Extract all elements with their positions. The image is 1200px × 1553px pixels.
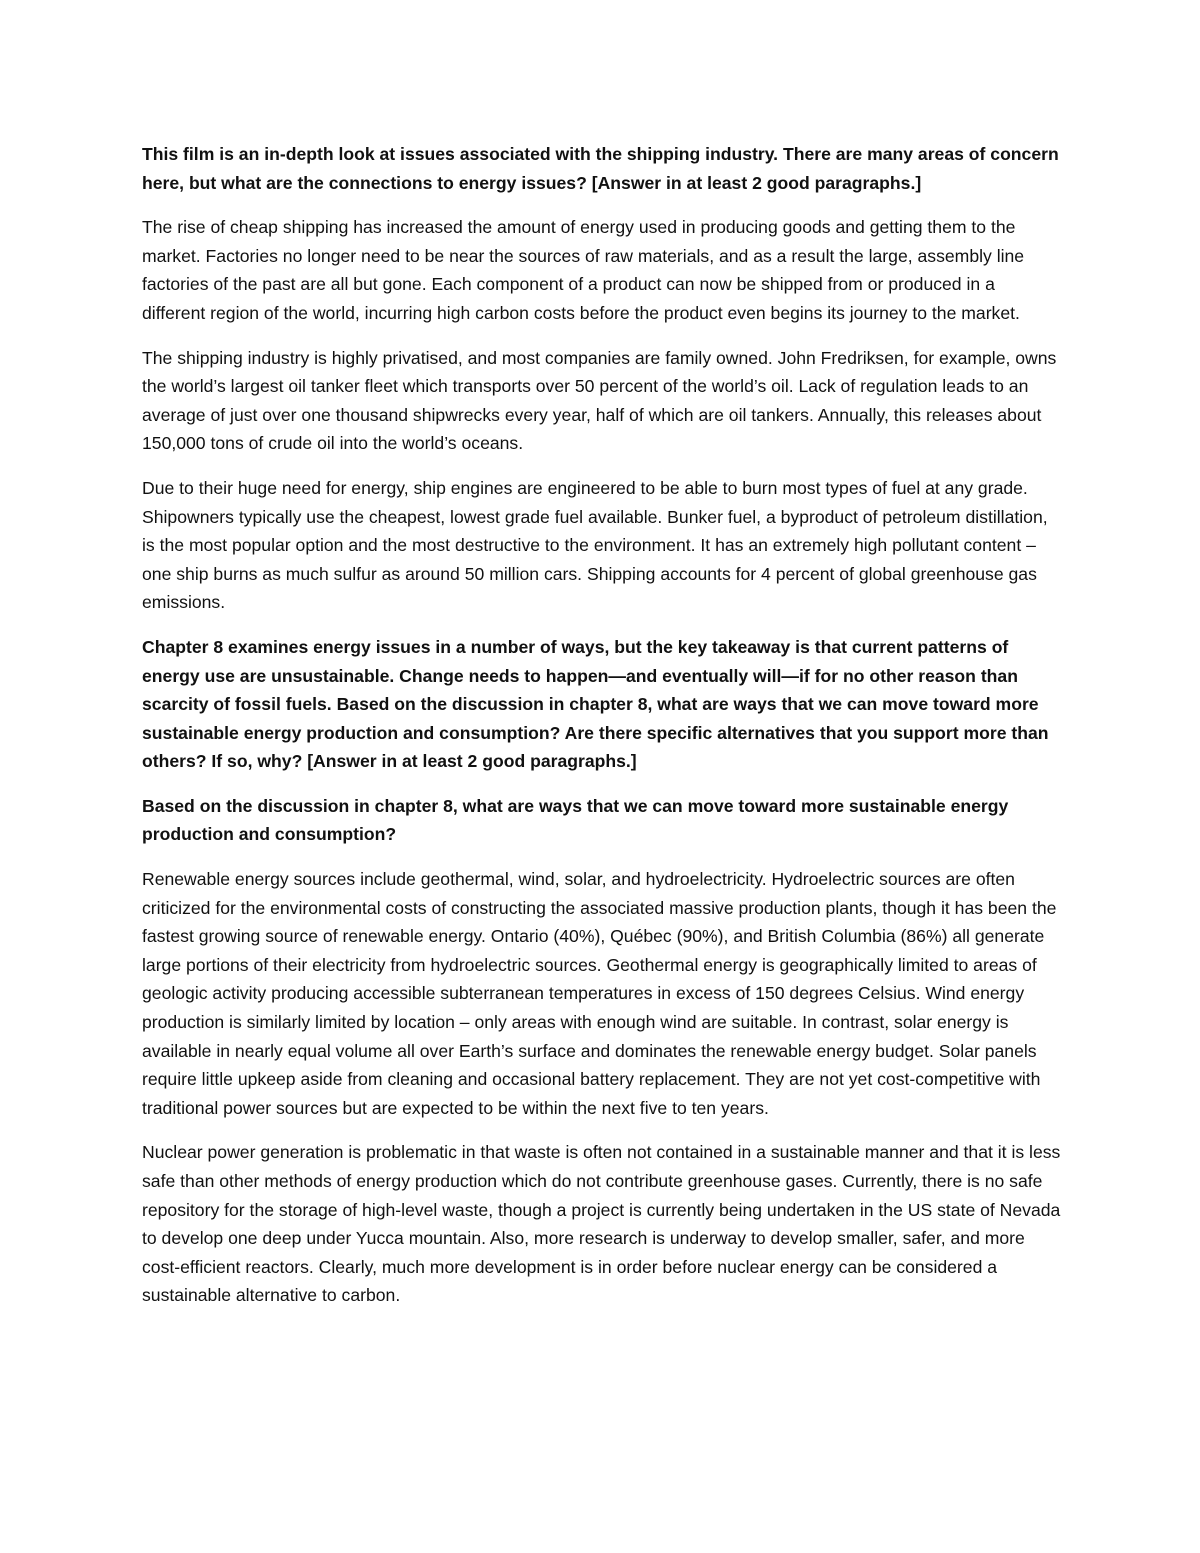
answer-1-paragraph-1: The rise of cheap shipping has increased the amount of energy used in producing goods and getting them to the market. Factories no longer need to be near the sources of raw materials, and as a result the large, assembly line factories of the past are all but gone. Each component of a product can now be shipped from or produced in a different region of the world, incurring high carbon costs before the product even begins its journey to the market.	[142, 217, 1025, 323]
answer-2-paragraph-2: Nuclear power generation is problematic in that waste is often not contained in a sustainable manner and that it is less safe than other methods of energy production which do not contribute greenhouse gases. Currently, there is no safe repository for the storage of high-level waste, though a project is currently being undertaken in the US state of Nevada to develop one deep under Yucca mountain. Also, more research is underway to develop smaller, safer, and more cost-efficient reactors. Clearly, much more development is in order before nuclear energy can be considered a sustainable alternative to carbon.	[142, 1142, 1061, 1306]
answer-2-paragraph-1: Renewable energy sources include geothermal, wind, solar, and hydroelectricity. Hydroelectric sources are often criticized for the environmental costs of constructing the associated massive production plants, though it has been the fastest growing source of renewable energy. Ontario (40%), Québec (90%), and British Columbia (86%) all generate large portions of their electricity from hydroelectric sources. Geothermal energy is geographically limited to areas of geologic activity producing accessible subterranean temperatures in excess of 150 degrees Celsius. Wind energy production is similarly limited by location – only areas with enough wind are suitable. In contrast, solar energy is available in nearly equal volume all over Earth’s surface and dominates the renewable energy budget. Solar panels require little upkeep aside from cleaning and occasional battery replacement. They are not yet cost-competitive with traditional power sources but are expected to be within the next five to ten years.	[142, 869, 1057, 1118]
document-page	[142, 140, 1062, 1326]
answer-1-paragraph-2: The shipping industry is highly privatised, and most companies are family owned. John Fredriksen, for example, owns the world’s largest oil tanker fleet which transports over 50 percent of the world’s oil. Lack of regulation leads to an average of just over one thousand shipwrecks every year, half of which are oil tankers. Annually, this releases about 150,000 tons of crude oil into the world’s oceans.	[142, 347, 1057, 454]
question-2-restated: Based on the discussion in chapter 8, what are ways that we can move toward more sustainable energy production and consumption?	[142, 795, 1009, 845]
question-1: This film is an in-depth look at issues associated with the shipping industry. There are many areas of concern here, but what are the connections to energy issues? [Answer in at least 2 good paragraphs.]	[142, 144, 1059, 193]
answer-1-paragraph-3: Due to their huge need for energy, ship engines are engineered to be able to burn most types of fuel at any grade. Shipowners typically use the cheapest, lowest grade fuel available. Bunker fuel, a byproduct of petroleum distillation, is the most popular option and the most destructive to the environment. It has an extremely high pollutant content – one ship burns as much sulfur as around 50 million cars. Shipping accounts for 4 percent of global greenhouse gas emissions.	[142, 477, 1048, 613]
question-2: Chapter 8 examines energy issues in a number of ways, but the key takeaway is that current patterns of energy use are unsustainable. Change needs to happen—and eventually will—if for no other reason than scarcity of fossil fuels. Based on the discussion in chapter 8, what are ways that we can move toward more sustainable energy production and consumption? Are there specific alternatives that you support more than others? If so, why? [Answer in at least 2 good paragraphs.]	[142, 636, 1049, 772]
